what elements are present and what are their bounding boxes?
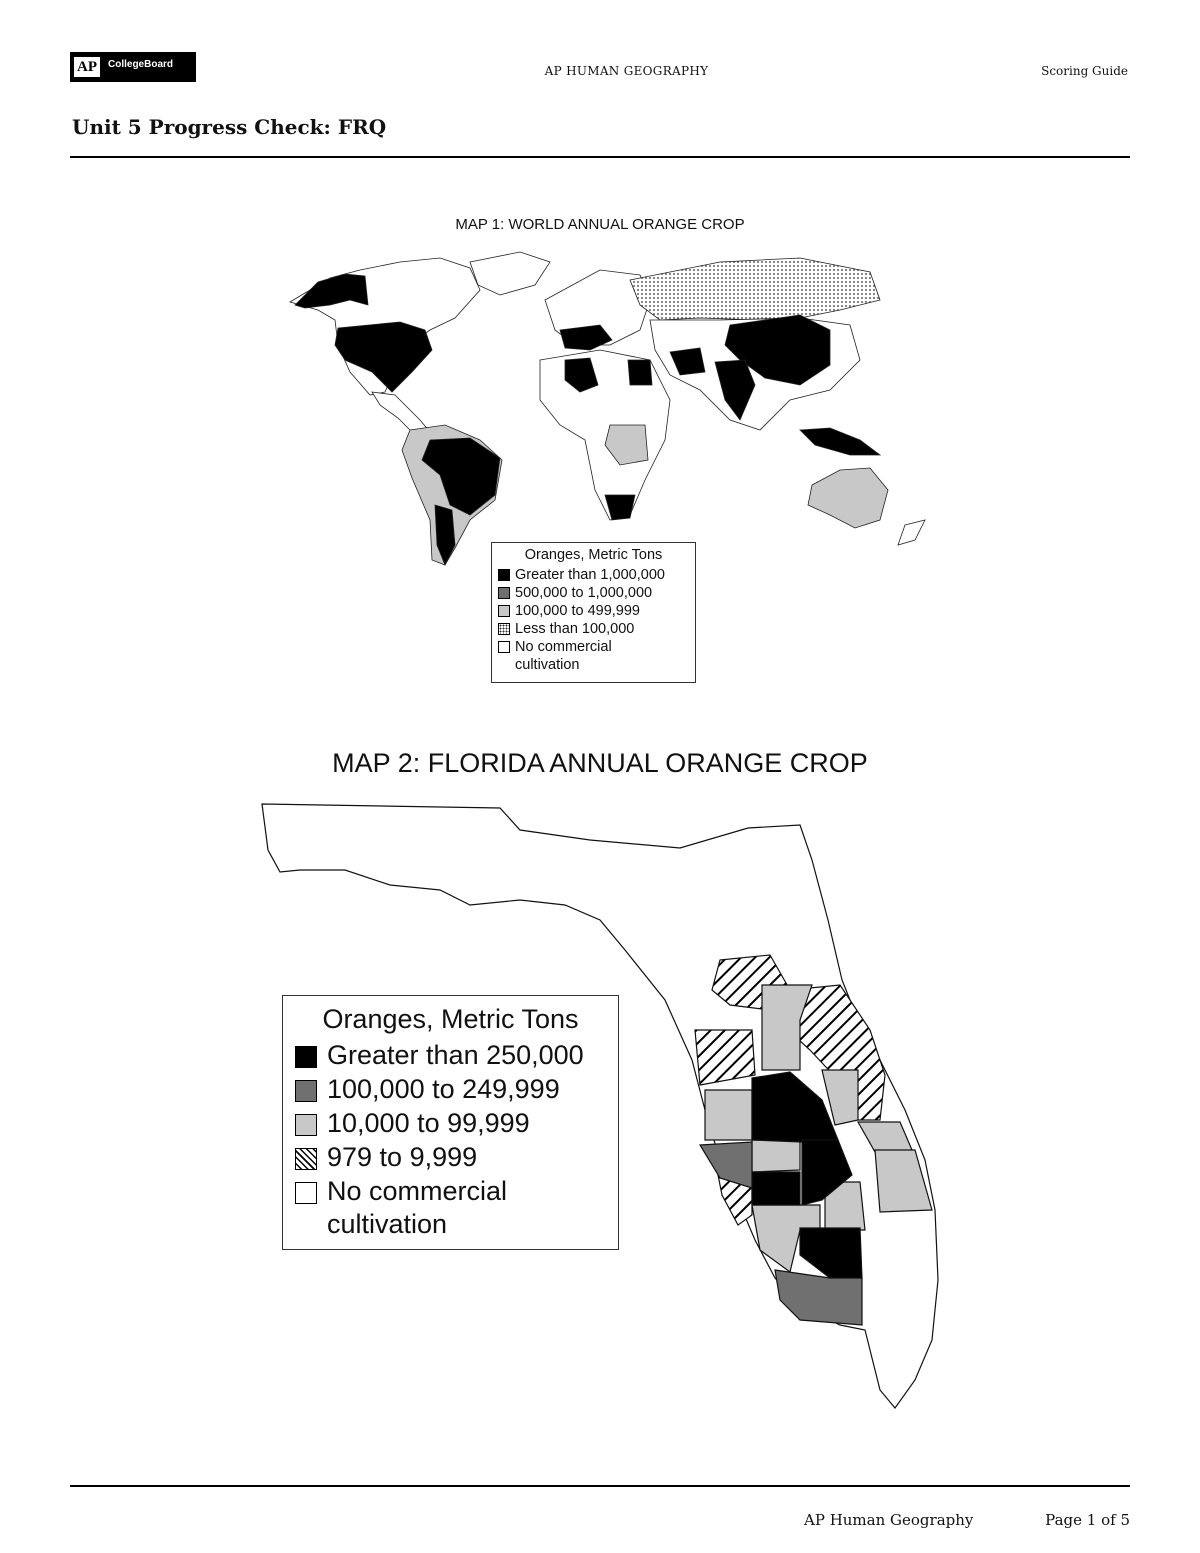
legend-swatch-light (295, 1114, 317, 1136)
map2-legend (282, 995, 619, 1250)
legend-swatch-dark (295, 1080, 317, 1102)
russia-shape (630, 258, 880, 320)
legend-label: Less than 100,000 (515, 621, 635, 637)
map1-legend-title: Oranges, Metric Tons (524, 547, 663, 563)
map1-legend-item (498, 620, 689, 638)
map2-legend-item (295, 1039, 606, 1072)
header-subject: AP HUMAN GEOGRAPHY (544, 64, 709, 78)
map1-legend-item (498, 566, 689, 584)
hatched-county-west (695, 1030, 755, 1085)
new-zealand-shape (898, 520, 925, 545)
map2-legend-item (295, 1107, 606, 1140)
world-map (290, 252, 925, 565)
legend-label-line1: No commercial (515, 639, 612, 655)
usa-shape (335, 322, 432, 392)
page-title: Unit 5 Progress Check: FRQ (72, 115, 387, 139)
legend-swatch-light (498, 605, 510, 617)
dark-county-2 (775, 1270, 862, 1325)
footer-divider (70, 1485, 1130, 1487)
legend-label (327, 1175, 507, 1241)
legend-label-line1: No commercial (327, 1176, 508, 1206)
legend-swatch-white (498, 641, 510, 653)
map1-title: MAP 1: WORLD ANNUAL ORANGE CROP (455, 216, 745, 233)
australia-shape (808, 468, 888, 528)
legend-label (515, 638, 612, 674)
legend-label: 500,000 to 1,000,000 (515, 585, 653, 601)
legend-swatch-hatched (295, 1148, 317, 1170)
legend-label: Greater than 1,000,000 (515, 567, 665, 583)
legend-label: 100,000 to 249,999 (327, 1074, 560, 1104)
legend-swatch-dotted (498, 623, 510, 635)
legend-label-line2: cultivation (515, 657, 580, 673)
map2-legend-title: Oranges, Metric Tons (322, 1004, 579, 1034)
legend-label: 100,000 to 499,999 (515, 603, 640, 619)
egypt-black (628, 360, 652, 385)
logo-brand-text: CollegeBoard (108, 59, 174, 70)
map1-legend-item (498, 638, 689, 674)
legend-label: 10,000 to 99,999 (327, 1108, 530, 1138)
legend-swatch-dark (498, 587, 510, 599)
light-county-6 (752, 1140, 800, 1172)
map2-legend-item (295, 1175, 606, 1241)
legend-label-line2: cultivation (327, 1209, 448, 1239)
map1-legend (491, 542, 696, 683)
map1-legend-item (498, 584, 689, 602)
logo-ap-mark: AP (74, 57, 100, 77)
header-scoring-guide: Scoring Guide (1041, 64, 1128, 78)
map2-legend-item (295, 1073, 606, 1106)
map2-legend-item (295, 1141, 606, 1174)
greenland-shape (470, 252, 550, 295)
map2-title: MAP 2: FLORIDA ANNUAL ORANGE CROP (332, 748, 868, 778)
footer-page-number: Page 1 of 5 (1045, 1511, 1130, 1529)
black-county-3 (752, 1172, 800, 1205)
legend-swatch-white (295, 1182, 317, 1204)
legend-swatch-black (498, 569, 510, 581)
legend-label: 979 to 9,999 (327, 1142, 478, 1172)
footer-course: AP Human Geography (804, 1511, 974, 1529)
legend-swatch-black (295, 1046, 317, 1068)
legend-label: Greater than 250,000 (327, 1040, 584, 1070)
map1-legend-item (498, 602, 689, 620)
indonesia-shape (800, 428, 880, 455)
light-county-2 (705, 1090, 752, 1140)
